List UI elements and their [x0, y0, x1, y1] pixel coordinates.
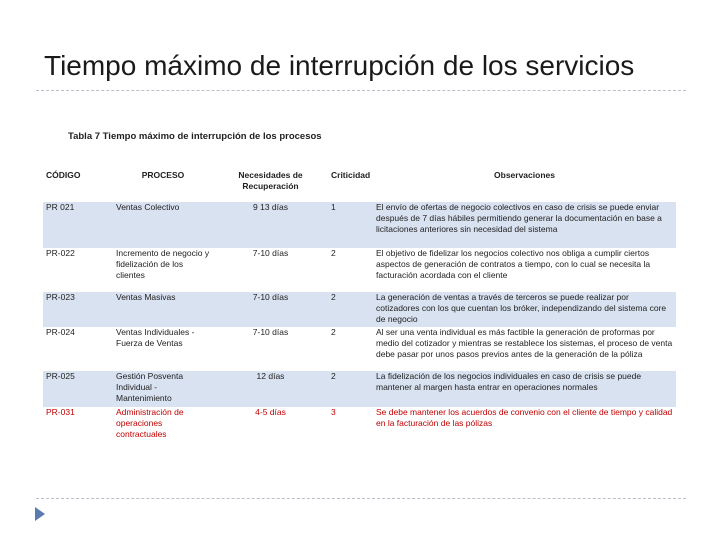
cell-observaciones: Se debe mantener los acuerdos de convenio con el cliente de tiempo y calidad en la facturación de las pólizas	[376, 407, 673, 428]
cell-observaciones: La fidelización de los negocios individuales en caso de crisis se puede mantener al margen hasta entrar en operaciones normales	[376, 371, 642, 392]
cell-proceso: Ventas Masivas	[116, 292, 176, 302]
cell-criticidad: 1	[331, 202, 336, 212]
cell-proceso: Incremento de negocio y fidelización de los clientes	[116, 248, 210, 280]
footer-divider	[36, 498, 686, 499]
process-table	[43, 166, 676, 440]
header-codigo: CÓDIGO	[46, 170, 81, 180]
cell-codigo: PR-025	[46, 371, 75, 381]
table-row	[43, 202, 676, 248]
cell-observaciones: El objetivo de fidelizar los negocios colectivo nos obliga a cumplir ciertos aspectos de generación de contratos a tiempo, con lo cual se necesita la facturación acordada con el cliente	[376, 248, 651, 280]
table-row-highlighted	[43, 407, 676, 440]
cell-observaciones: La generación de ventas a través de terceros se puede realizar por cotizadores con los que cuentan los bróker, independizando del sistema core de negocio	[376, 292, 667, 324]
cell-codigo: PR-022	[46, 248, 75, 258]
cell-observaciones: Al ser una venta individual es más factible la generación de proformas por medio del cotizador y mientras se restablece los sistemas, el proceso de venta debe pasar por unos pasos previos antes de la generación de la póliza	[376, 327, 673, 359]
cell-criticidad: 2	[331, 248, 336, 258]
cell-codigo: PR 021	[46, 202, 75, 212]
cell-codigo: PR-023	[46, 292, 75, 302]
cell-necesidades: 7-10 días	[252, 292, 289, 302]
cell-necesidades: 12 días	[256, 371, 285, 381]
cell-criticidad: 3	[331, 407, 336, 417]
header-observaciones: Observaciones	[494, 170, 555, 180]
cell-criticidad: 2	[331, 371, 336, 381]
cell-necesidades: 4-5 días	[255, 407, 286, 417]
cell-criticidad: 2	[331, 327, 336, 337]
cell-observaciones: El envío de ofertas de negocio colectivos en caso de crisis se puede enviar después de 7 días hábiles permitiendo generar la documentación en base a licitaciones anteriores sin necesidad del sistema	[376, 202, 662, 234]
cell-necesidades: 7-10 días	[252, 327, 289, 337]
title-divider	[36, 90, 686, 91]
cell-proceso: Ventas Colectivo	[116, 202, 180, 212]
table-row	[43, 292, 676, 327]
cell-codigo: PR-024	[46, 327, 75, 337]
header-proceso: PROCESO	[141, 170, 185, 180]
cell-necesidades: 9 13 días	[253, 202, 288, 212]
cell-proceso: Administración de operaciones contractuales	[116, 407, 184, 439]
header-necesidades: Necesidades de Recuperación	[238, 170, 303, 191]
table-caption: Tabla 7 Tiempo máximo de interrupción de los procesos	[68, 131, 322, 142]
cell-proceso: Ventas Individuales - Fuerza de Ventas	[116, 327, 195, 348]
table-row	[43, 327, 676, 371]
table-row	[43, 248, 676, 292]
cell-proceso: Gestión Posventa Individual - Mantenimiento	[116, 371, 184, 403]
cell-criticidad: 2	[331, 292, 336, 302]
slide-title: Tiempo máximo de interrupción de los servicios	[44, 50, 635, 81]
header-criticidad: Criticidad	[331, 170, 371, 180]
cell-codigo: PR-031	[46, 407, 75, 417]
table-header-row	[43, 166, 676, 202]
table-row	[43, 371, 676, 407]
triangle-bullet-icon	[35, 507, 45, 521]
cell-necesidades: 7-10 días	[252, 248, 289, 258]
